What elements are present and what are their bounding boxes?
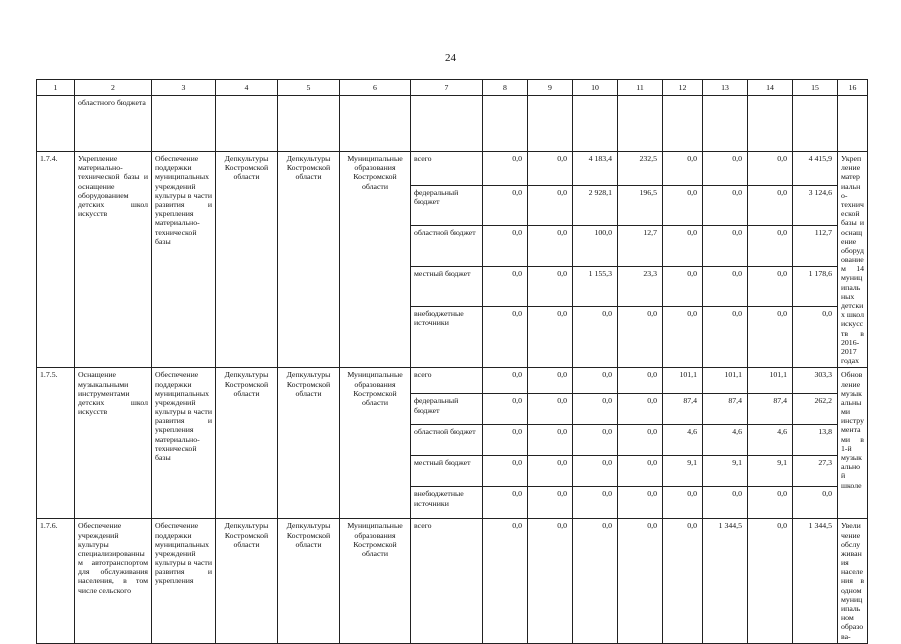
value-cell: 0,0 [528,307,573,368]
section-manager: Депкультуры Костромской области [278,519,340,643]
value-cell: 101,1 [703,368,748,394]
section-result: Обновление музыкальными инструментами в 1-й музыкальной школе [838,368,868,519]
value-cell: 87,4 [748,394,793,425]
value-cell: 196,5 [618,185,663,225]
value-cell: 9,1 [748,456,793,487]
value-cell: 0,0 [483,368,528,394]
header-cell: 13 [703,80,748,96]
value-cell: 0,0 [618,487,663,519]
section-result: Увеличение обслуживания населения в одном муниципальном образова- [838,519,868,643]
header-cell: 12 [663,80,703,96]
table-row [37,368,868,394]
section-executor: Депкультуры Костромской области [216,152,278,368]
value-cell: 0,0 [663,226,703,266]
value-cell: 0,0 [748,307,793,368]
value-cell: 0,0 [483,519,528,643]
program-table [36,79,868,644]
value-cell: 0,0 [703,152,748,186]
section-result: Укрепление материально-технической базы и оснащение оборудованием 14 муниципальных детских школ искусств в 2016-2017 годах [838,152,868,368]
value-cell: 0,0 [748,519,793,643]
value-cell: 1 178,6 [793,266,838,306]
value-cell: 0,0 [703,307,748,368]
value-cell: 112,7 [793,226,838,266]
section-executor: Депкультуры Костромской области [216,368,278,519]
funding-source: внебюджетные источники [411,307,483,368]
section-manager: Депкультуры Костромской области [278,368,340,519]
value-cell: 0,0 [618,425,663,456]
value-cell: 0,0 [528,456,573,487]
funding-source: федеральный бюджет [411,185,483,225]
value-cell: 0,0 [573,425,618,456]
header-cell: 8 [483,80,528,96]
value-cell: 1 155,3 [573,266,618,306]
value-cell: 0,0 [573,307,618,368]
header-cell: 4 [216,80,278,96]
value-cell: 0,0 [573,519,618,643]
section-manager: Депкультуры Костромской области [278,152,340,368]
funding-source: местный бюджет [411,456,483,487]
header-cell: 1 [37,80,75,96]
value-cell: 0,0 [573,487,618,519]
funding-source: областной бюджет [411,226,483,266]
value-cell: 0,0 [663,519,703,643]
value-cell: 9,1 [663,456,703,487]
value-cell: 0,0 [748,185,793,225]
value-cell: 4,6 [703,425,748,456]
section-name: Укрепление материально-технической базы и оснащение оборудованием детских школ искусств [75,152,152,368]
value-cell: 0,0 [618,394,663,425]
header-cell: 11 [618,80,663,96]
value-cell: 87,4 [663,394,703,425]
funding-source: местный бюджет [411,266,483,306]
header-cell: 6 [340,80,411,96]
value-cell: 0,0 [483,425,528,456]
value-cell: 0,0 [748,266,793,306]
value-cell: 0,0 [703,185,748,225]
funding-source: федеральный бюджет [411,394,483,425]
value-cell: 0,0 [528,519,573,643]
page-number: 24 [445,52,456,64]
value-cell: 0,0 [703,487,748,519]
value-cell: 101,1 [748,368,793,394]
value-cell: 87,4 [703,394,748,425]
section-executor: Депкультуры Костромской области [216,519,278,643]
value-cell: 0,0 [483,185,528,225]
value-cell: 4,6 [748,425,793,456]
value-cell: 0,0 [528,425,573,456]
value-cell: 0,0 [483,226,528,266]
value-cell: 0,0 [663,307,703,368]
value-cell: 303,3 [793,368,838,394]
value-cell: 0,0 [573,456,618,487]
section-participant: Муниципальные образования Костромской области [340,368,411,519]
value-cell: 4 183,4 [573,152,618,186]
value-cell: 0,0 [528,368,573,394]
section-task: Обеспечение поддержки муниципальных учреждений культуры в части развития и укрепления [152,519,216,643]
value-cell: 3 124,6 [793,185,838,225]
value-cell: 0,0 [618,368,663,394]
header-cell: 2 [75,80,152,96]
table-row [37,152,868,186]
value-cell: 0,0 [528,152,573,186]
value-cell: 0,0 [748,226,793,266]
funding-source: внебюджетные источники [411,487,483,519]
header-cell: 15 [793,80,838,96]
value-cell: 0,0 [483,487,528,519]
header-cell: 7 [411,80,483,96]
header-cell: 16 [838,80,868,96]
table-row [37,519,868,643]
value-cell: 27,3 [793,456,838,487]
header-cell: 3 [152,80,216,96]
value-cell: 23,3 [618,266,663,306]
value-cell: 4,6 [663,425,703,456]
funding-source: всего [411,368,483,394]
section-participant: Муниципальные образования Костромской области [340,519,411,643]
value-cell: 0,0 [573,394,618,425]
section-id: 1.7.4. [37,152,75,368]
header-cell: 9 [528,80,573,96]
section-participant: Муниципальные образования Костромской области [340,152,411,368]
value-cell: 0,0 [528,266,573,306]
value-cell: 0,0 [663,185,703,225]
header-cell: 10 [573,80,618,96]
value-cell: 0,0 [748,152,793,186]
value-cell: 0,0 [618,519,663,643]
value-cell: 0,0 [703,266,748,306]
value-cell: 0,0 [573,368,618,394]
value-cell: 0,0 [663,266,703,306]
value-cell: 100,0 [573,226,618,266]
section-id: 1.7.6. [37,519,75,643]
funding-source: областной бюджет [411,425,483,456]
value-cell: 0,0 [703,226,748,266]
value-cell: 0,0 [483,266,528,306]
continuation-text: областного бюджета [75,96,152,152]
value-cell: 1 344,5 [793,519,838,643]
value-cell: 0,0 [663,487,703,519]
section-task: Обеспечение поддержки муниципальных учреждений культуры в части развития и укрепления материально-технической базы [152,368,216,519]
value-cell: 0,0 [793,307,838,368]
value-cell: 0,0 [528,487,573,519]
value-cell: 0,0 [528,394,573,425]
header-row [37,80,868,96]
section-id: 1.7.5. [37,368,75,519]
value-cell: 101,1 [663,368,703,394]
value-cell: 0,0 [793,487,838,519]
section-name: Оснащение музыкальными инструментами детских школ искусств [75,368,152,519]
section-name: Обеспечение учреждений культуры специализированным автотранспортом для обслуживания населения, в том числе сельского [75,519,152,643]
header-cell: 5 [278,80,340,96]
value-cell: 0,0 [528,185,573,225]
value-cell: 1 344,5 [703,519,748,643]
value-cell: 4 415,9 [793,152,838,186]
header-cell: 14 [748,80,793,96]
funding-source: всего [411,152,483,186]
value-cell: 13,8 [793,425,838,456]
value-cell: 0,0 [663,152,703,186]
value-cell: 0,0 [618,307,663,368]
value-cell: 2 928,1 [573,185,618,225]
value-cell: 0,0 [748,487,793,519]
value-cell: 0,0 [528,226,573,266]
value-cell: 232,5 [618,152,663,186]
continuation-row [37,96,868,152]
value-cell: 0,0 [483,456,528,487]
section-task: Обеспечение поддержки муниципальных учреждений культуры в части развития и укрепления материально-технической базы [152,152,216,368]
value-cell: 0,0 [483,152,528,186]
value-cell: 0,0 [618,456,663,487]
value-cell: 12,7 [618,226,663,266]
funding-source: всего [411,519,483,643]
value-cell: 262,2 [793,394,838,425]
value-cell: 9,1 [703,456,748,487]
value-cell: 0,0 [483,394,528,425]
value-cell: 0,0 [483,307,528,368]
